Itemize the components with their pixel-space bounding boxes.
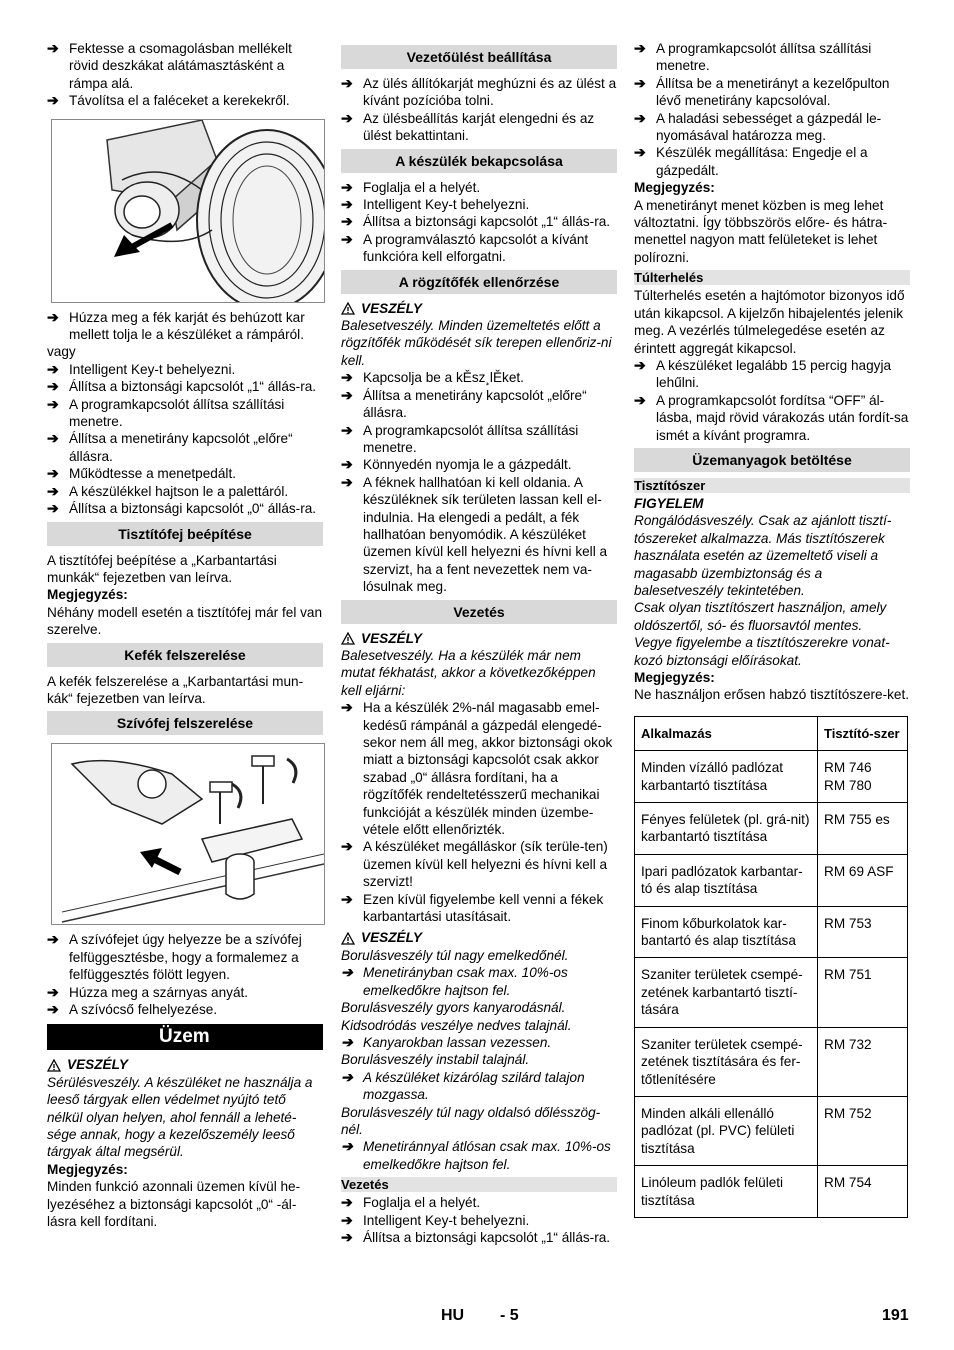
arrow-right-icon: ➔ xyxy=(341,699,353,716)
section-heading: Vezetés xyxy=(341,600,617,624)
note-text: Ne használjon erősen habzó tisztítószere-ket. xyxy=(634,687,910,703)
arrow-right-icon: ➔ xyxy=(47,931,59,948)
arrow-right-icon: ➔ xyxy=(47,983,59,1000)
paragraph: A tisztítófej beépítése a „Karbantartási munkák“ fejezetben van leírva. xyxy=(47,552,277,585)
arrow-right-icon: ➔ xyxy=(634,391,646,408)
list-item-text: Állítsa be a menetirányt a kezelőpulton lévő menetirány kapcsolóval. xyxy=(656,75,890,109)
warning-triangle-icon xyxy=(341,302,355,315)
note-label: Megjegyzés: xyxy=(634,180,715,196)
list-item xyxy=(341,1194,617,1211)
table-cell-application: Fényes felületek (pl. grá-nit) karbantartó tisztítása xyxy=(635,803,818,855)
list-item-text: Foglalja el a helyét. xyxy=(363,1195,481,1211)
list-item-text: A programválasztó kapcsolót a kívánt funkcióra kell elforgatni. xyxy=(363,231,589,265)
arrow-right-icon: ➔ xyxy=(341,456,353,473)
warning-label-text: VESZÉLY xyxy=(361,630,422,646)
list-item xyxy=(47,430,323,465)
footer-page-number: 191 xyxy=(882,1307,909,1324)
table-header-cell: Tisztító-szer xyxy=(818,716,908,750)
note-label: Megjegyzés: xyxy=(634,670,715,685)
arrow-right-icon: ➔ xyxy=(341,473,353,490)
table-cell-detergent: RM 752 xyxy=(818,1096,908,1165)
list-item-text: Kanyarokban lassan vezessen. xyxy=(363,1034,552,1050)
warning-label-text: VESZÉLY xyxy=(361,300,422,316)
list-item-text: A programkapcsolót állítsa szállítási menetre. xyxy=(656,41,872,74)
table-row xyxy=(635,906,908,958)
list-item xyxy=(47,40,323,92)
table-cell-application: Minden alkáli ellenálló padlózat (pl. PVC) felületi tisztítása xyxy=(635,1096,818,1165)
section-heading: A rögzítőfék ellenőrzése xyxy=(341,270,617,294)
arrow-right-icon: ➔ xyxy=(47,378,59,395)
table-cell-application: Minden vízálló padlózat karbantartó tisztítása xyxy=(635,751,818,803)
arrow-right-icon: ➔ xyxy=(341,1228,353,1245)
list-item xyxy=(341,369,617,386)
note-text: A menetirányt menet közben is meg lehet változtatni. Így többszörös előre- és hátra-menettel nagyon matt felületeket is lehet polírozni. xyxy=(634,197,888,265)
arrow-right-icon: ➔ xyxy=(341,109,353,126)
caution-text: Csak olyan tisztítószert használjon, amely oldószertől, só- és fluorsavtól mentes. xyxy=(634,600,887,633)
list-item-text: Intelligent Key-t behelyezni. xyxy=(363,197,530,213)
list-item-text: Fektesse a csomagolásban mellékelt rövid deszkákat alátámasztásként a rámpa alá. xyxy=(69,41,292,91)
table-header-cell: Alkalmazás xyxy=(635,716,818,750)
list-item-text: A programkapcsolót fordítsa “OFF” ál-lásba, majd rövid várakozás után fordít-sa ismét a kívánt programra. xyxy=(656,392,909,443)
warning-text: Sérülésveszély. A készüléket ne használja a leeső tárgyak ellen védelmet nyújtó tető nélkül olyan helyen, ahol fennáll a leheté-sége annak, hogy a kezelőszemély leeső tárgyak által megsérül. xyxy=(47,1074,313,1160)
table-row xyxy=(635,854,908,906)
arrow-right-icon: ➔ xyxy=(341,1138,353,1155)
section-heading: Szívófej felszerelése xyxy=(47,711,323,735)
table-row xyxy=(635,751,908,803)
table-cell-application: Ipari padlózatok karbantar-tó és alap tisztítása xyxy=(635,854,818,906)
table-cell-application: Szaniter területek csempé-zetének tisztítására és fer-tőtlenítésére xyxy=(635,1027,818,1096)
table-cell-application: Finom kőburkolatok kar-bantartó és alap tisztítása xyxy=(635,906,818,958)
footer-language: HU xyxy=(441,1307,465,1324)
warning-text: Kidsodródás veszélye nedves talajnál. xyxy=(341,1017,572,1033)
list-item-text: Készülék megállítása: Engedje el a gázpedált. xyxy=(656,145,868,178)
arrow-right-icon: ➔ xyxy=(47,308,59,325)
arrow-right-icon: ➔ xyxy=(341,196,353,213)
list-item-text: Húzza meg a szárnyas anyát. xyxy=(69,984,249,1000)
arrow-right-icon: ➔ xyxy=(47,482,59,499)
list-item xyxy=(341,1229,617,1246)
list-item-text: A haladási sebességet a gázpedál le-nyomásával határozza meg. xyxy=(656,110,882,144)
table-row xyxy=(635,1027,908,1096)
subsection-heading: Túlterhelés xyxy=(634,270,910,285)
list-item-text: Foglalja el a helyét. xyxy=(363,179,481,195)
arrow-right-icon: ➔ xyxy=(47,1000,59,1017)
list-item-text: Ezen kívül figyelembe kell venni a fékek karbantartási utasításait. xyxy=(363,891,604,925)
warning-triangle-icon xyxy=(341,932,355,945)
section-heading: Üzemanyagok betöltése xyxy=(634,448,910,472)
list-item-text: Az ülésbeállítás karját elengedni és az ülést bekattintani. xyxy=(363,110,595,144)
detergent-table xyxy=(634,716,908,1218)
list-item-text: Távolítsa el a faléceket a kerekekről. xyxy=(69,93,290,109)
list-item xyxy=(47,500,323,517)
section-heading: Vezetőülést beállítása xyxy=(341,45,617,69)
arrow-right-icon: ➔ xyxy=(341,890,353,907)
list-item xyxy=(47,92,323,109)
list-item-text: Állítsa a biztonsági kapcsolót „1“ állás-ra. xyxy=(69,379,317,395)
arrow-right-icon: ➔ xyxy=(47,465,59,482)
note-text: Minden funkció azonnali üzemen kívül he-lyezéséhez a biztonsági kapcsolót „0“ -ál-lásra kell fordítani. xyxy=(47,1179,301,1230)
arrow-right-icon: ➔ xyxy=(341,75,353,91)
list-item-text: Intelligent Key-t behelyezni. xyxy=(69,361,236,377)
arrow-right-icon: ➔ xyxy=(341,1068,353,1085)
arrow-right-icon: ➔ xyxy=(341,421,353,438)
list-item-text: Kapcsolja be a kĚsz¸lĚket. xyxy=(363,370,524,386)
list-item-text: Menetirányban csak max. 10%-os emelkedőkre hajtson fel. xyxy=(363,965,568,998)
paragraph: A kefék felszerelése a „Karbantartási mun-kák“ fejezetben van leírva. xyxy=(47,673,304,706)
list-item xyxy=(341,456,617,473)
list-item xyxy=(634,40,910,75)
caution-label: FIGYELEM xyxy=(634,495,704,511)
table-cell-detergent: RM 746 RM 780 xyxy=(818,751,908,803)
warning-text: Balesetveszély. Ha a készülék már nem mutat fékhatást, akkor a következőképpen kell eljárni: xyxy=(341,647,596,698)
arrow-right-icon: ➔ xyxy=(47,430,59,447)
list-item xyxy=(341,179,617,196)
warning-text: Borulásveszély gyors kanyarodásnál. xyxy=(341,1000,566,1016)
list-item-text: A készüléket megálláskor (sík terüle-ten) üzemen kívül kell helyezni és hívni kell a szervizt! xyxy=(363,839,608,890)
arrow-right-icon: ➔ xyxy=(634,40,646,56)
table-cell-detergent: RM 753 xyxy=(818,906,908,958)
list-item-text: Húzza meg a fék karját és behúzott kar mellett tolja le a készüléket a rámpáról. xyxy=(69,309,305,343)
list-item-text: Állítsa a biztonsági kapcsolót „1“ állás-ra. xyxy=(363,214,611,230)
warning-label-text: VESZÉLY xyxy=(67,1057,128,1073)
arrow-right-icon: ➔ xyxy=(341,178,353,195)
footer-local-page: - 5 xyxy=(500,1307,519,1324)
list-item-text: Könnyedén nyomja le a gázpedált. xyxy=(363,457,572,473)
arrow-right-icon: ➔ xyxy=(47,395,59,412)
list-item xyxy=(634,392,910,444)
squeegee-mount-illustration xyxy=(51,743,325,925)
table-cell-detergent: RM 69 ASF xyxy=(818,854,908,906)
list-item-text: A készülékkel hajtson le a palettáról. xyxy=(69,483,289,499)
list-item-text: A programkapcsolót állítsa szállítási menetre. xyxy=(363,422,579,455)
list-item xyxy=(47,984,323,1001)
table-cell-detergent: RM 754 xyxy=(818,1166,908,1218)
list-item xyxy=(47,931,323,983)
table-row xyxy=(635,1096,908,1165)
column-3 xyxy=(634,40,910,1218)
list-item-text: Állítsa a menetirány kapcsolót „előre“ állásra. xyxy=(363,387,587,421)
arrow-right-icon: ➔ xyxy=(634,74,646,91)
arrow-right-icon: ➔ xyxy=(47,40,59,56)
list-item xyxy=(47,465,323,482)
list-item xyxy=(47,483,323,500)
warning-label xyxy=(341,300,617,317)
note-label: Megjegyzés: xyxy=(47,587,128,603)
list-item-text: Intelligent Key-t behelyezni. xyxy=(363,1212,530,1228)
list-item-text: Állítsa a biztonsági kapcsolót „1“ állás-ra. xyxy=(363,1229,611,1245)
or-text: vagy xyxy=(47,344,76,360)
paragraph: Túlterhelés esetén a hajtómotor bizonyos idő után kikapcsol. A kijelzőn hibajelentés jelenik meg. A vezérlés túlmelegedése esetén az érintett aggregát kikapcsol. xyxy=(634,288,905,356)
list-item xyxy=(341,1069,617,1104)
list-item xyxy=(341,387,617,422)
table-row xyxy=(635,1166,908,1218)
warning-text: Borulásveszély instabil talajnál. xyxy=(341,1052,530,1068)
list-item xyxy=(341,1212,617,1229)
arrow-right-icon: ➔ xyxy=(341,1194,353,1211)
warning-label-text: VESZÉLY xyxy=(361,930,422,946)
caution-text: Vegye figyelembe a tisztítószerekre vonat-kozó biztonsági előírásokat. xyxy=(634,635,890,668)
table-row xyxy=(635,803,908,855)
warning-triangle-icon xyxy=(341,632,355,645)
warning-label xyxy=(47,1056,323,1073)
section-heading: A készülék bekapcsolása xyxy=(341,149,617,173)
table-cell-application: Linóleum padlók felületi tisztítása xyxy=(635,1166,818,1218)
arrow-right-icon: ➔ xyxy=(341,369,353,386)
list-item xyxy=(341,75,617,110)
list-item xyxy=(341,422,617,457)
list-item-text: Menetiránnyal átlósan csak max. 10%-os emelkedőkre hajtson fel. xyxy=(363,1139,611,1172)
arrow-right-icon: ➔ xyxy=(47,500,59,517)
table-header-row xyxy=(635,716,908,750)
ramp-brake-illustration xyxy=(51,119,325,303)
list-item-text: A féknek hallhatóan ki kell oldania. A készüléknek sík területen lassan kell el-indulnia. Ha elengedi a pedált, a fék hallhatóan benyomódik. A készüléket üzemen kívül kell helyezni és hívni kell a szervizt, ha a fent nevezettek nem va-lósulnak meg. xyxy=(363,474,608,595)
arrow-right-icon: ➔ xyxy=(341,1033,353,1050)
arrow-right-icon: ➔ xyxy=(47,360,59,377)
arrow-right-icon: ➔ xyxy=(341,230,353,247)
list-item xyxy=(341,110,617,145)
list-item xyxy=(341,1034,617,1051)
table-cell-application: Szaniter területek csempé-zetének karbantartó tisztí-tására xyxy=(635,958,818,1027)
arrow-right-icon: ➔ xyxy=(634,144,646,161)
list-item xyxy=(341,699,617,838)
list-item xyxy=(634,357,910,392)
subsection-heading: Vezetés xyxy=(341,1177,617,1192)
arrow-right-icon: ➔ xyxy=(634,356,646,373)
list-item-text: A szívófejet úgy helyezze be a szívófej felfüggesztésbe, hogy a formalemez a felfüggesztés fölött legyen. xyxy=(69,932,302,983)
arrow-right-icon: ➔ xyxy=(341,964,353,981)
table-cell-detergent: RM 755 es xyxy=(818,803,908,855)
warning-label xyxy=(341,929,617,946)
list-item xyxy=(47,1001,323,1018)
arrow-right-icon: ➔ xyxy=(341,838,353,855)
warning-label xyxy=(341,630,617,647)
list-item xyxy=(341,213,617,230)
list-item-text: A készüléket kizárólag szilárd talajon mozgassa. xyxy=(363,1069,585,1103)
warning-text: Borulásveszély túl nagy oldalsó dőlésszög-nél. xyxy=(341,1104,601,1137)
arrow-right-icon: ➔ xyxy=(341,213,353,230)
caution-text: Rongálódásveszély. Csak az ajánlott tisztí-tószereket alkalmazza. Más tisztítószerek használata esetén az üzemeltető viseli a magasabb üzembiztonság és a balesetveszély tekintetében. xyxy=(634,513,892,598)
list-item xyxy=(634,110,910,145)
list-item xyxy=(634,144,910,179)
list-item xyxy=(341,474,617,596)
list-item xyxy=(341,231,617,266)
table-cell-detergent: RM 751 xyxy=(818,958,908,1027)
list-item xyxy=(341,891,617,926)
warning-text: Borulásveszély túl nagy emelkedőnél. xyxy=(341,947,569,963)
list-item-text: Az ülés állítókarját meghúzni és az ülést a kívánt pozícióba tolni. xyxy=(363,76,617,109)
section-heading: Tisztítófej beépítése xyxy=(47,522,323,546)
column-2 xyxy=(341,40,617,1246)
warning-triangle-icon xyxy=(47,1059,61,1072)
arrow-right-icon: ➔ xyxy=(341,1211,353,1228)
chapter-heading: Üzem xyxy=(47,1024,323,1050)
table-cell-detergent: RM 732 xyxy=(818,1027,908,1096)
subsection-heading: Tisztítószer xyxy=(634,478,910,493)
warning-text: Balesetveszély. Minden üzemeltetés előtt a rögzítőfék működését sík terepen ellenőriz-ni kell. xyxy=(341,318,612,368)
list-item-text: Ha a készülék 2%-nál magasabb emel-kedésű rámpánál a gázpedál elengedé-sekor nem áll meg, akkor biztonsági okok miatt a biztonsági kapcsolót csak akkor szabad „0“ állásra fordítani, ha a rögzítőfék rendeltetésszerű mechanikai funkcióját a készülék minden üzembe-vétele előtt ellenőrizték. xyxy=(363,700,613,838)
arrow-right-icon: ➔ xyxy=(634,109,646,126)
list-item xyxy=(47,309,323,344)
list-item-text: Működtesse a menetpedált. xyxy=(69,466,237,482)
list-item-text: Állítsa a biztonsági kapcsolót „0“ állás-ra. xyxy=(69,501,317,517)
list-item xyxy=(47,396,323,431)
list-item xyxy=(47,361,323,378)
list-item-text: A programkapcsolót állítsa szállítási menetre. xyxy=(69,396,285,430)
arrow-right-icon: ➔ xyxy=(341,386,353,403)
list-item-text: A készüléket legalább 15 percig hagyja lehűlni. xyxy=(656,357,892,391)
list-item xyxy=(341,838,617,890)
list-item xyxy=(341,196,617,213)
section-heading: Kefék felszerelése xyxy=(47,643,323,667)
note-label: Megjegyzés: xyxy=(47,1161,128,1177)
list-item xyxy=(47,378,323,395)
column-1 xyxy=(47,40,323,1230)
list-item xyxy=(341,964,617,999)
table-row xyxy=(635,958,908,1027)
list-item-text: A szívócső felhelyezése. xyxy=(69,1001,218,1017)
list-item-text: Állítsa a menetirány kapcsolót „előre“ állásra. xyxy=(69,431,293,464)
list-item xyxy=(634,75,910,110)
list-item xyxy=(341,1138,617,1173)
note-text: Néhány modell esetén a tisztítófej már fel van szerelve. xyxy=(47,604,323,638)
arrow-right-icon: ➔ xyxy=(47,92,59,109)
